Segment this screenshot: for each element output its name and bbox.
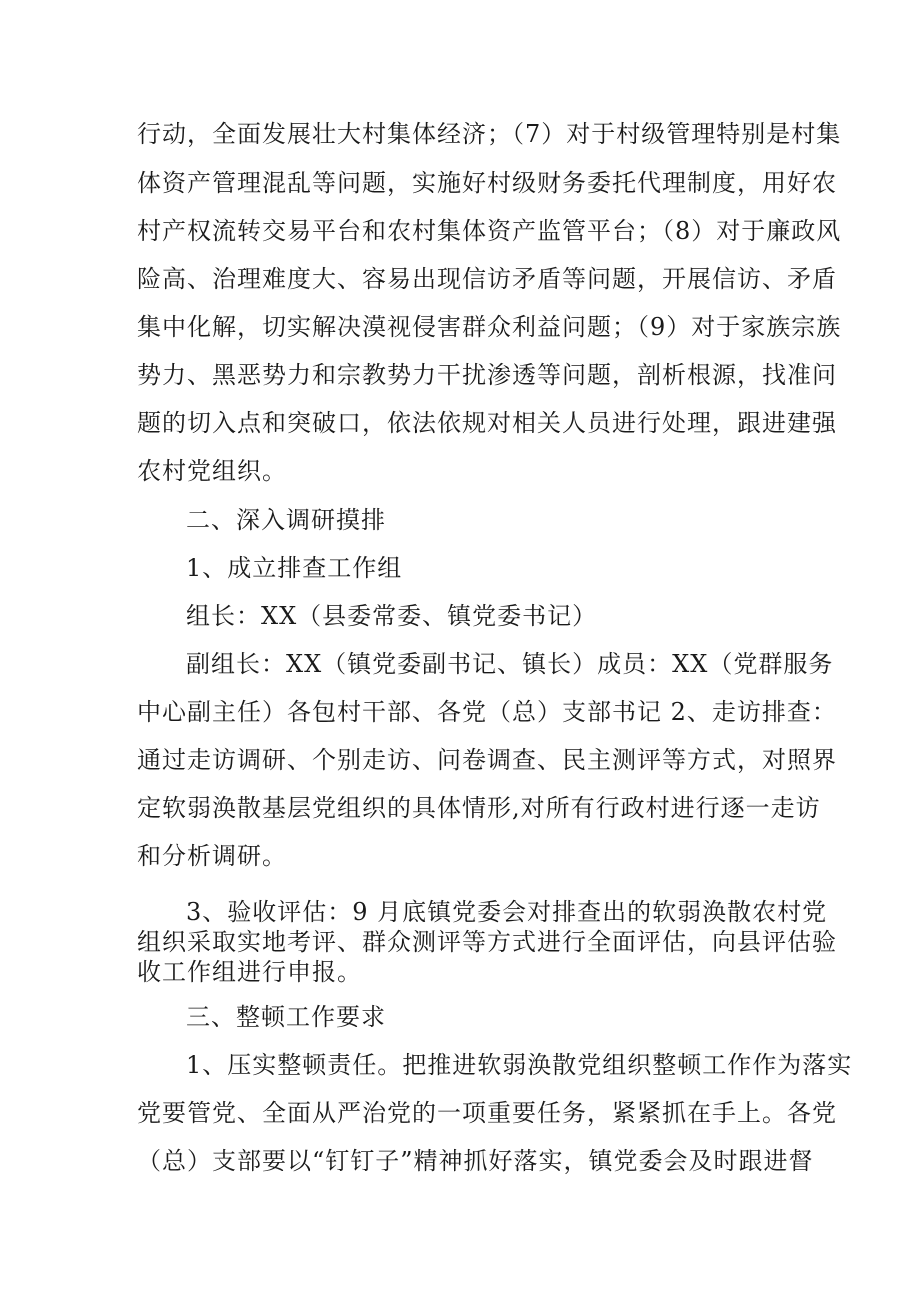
paragraph-line: 收工作组进行申报。	[137, 958, 362, 986]
paragraph-line: 题的切入点和突破口，依法依规对相关人员进行处理，跟进建强	[137, 409, 837, 437]
paragraph-line: 3、验收评估：9 月底镇党委会对排查出的软弱涣散农村党	[186, 898, 828, 926]
section-heading: 三、整顿工作要求	[186, 1003, 386, 1031]
subsection-heading: 1、成立排查工作组	[186, 554, 403, 582]
paragraph-line: 势力、黑恶势力和宗教势力干扰渗透等问题，剖析根源，找准问	[137, 361, 837, 389]
paragraph-line: 组织采取实地考评、群众测评等方式进行全面评估，向县评估验	[137, 928, 837, 956]
paragraph-line: 通过走访调研、个别走访、问卷调查、民主测评等方式，对照界	[137, 746, 837, 774]
paragraph-line: 村产权流转交易平台和农村集体资产监管平台；（8）对于廉政风	[137, 217, 842, 245]
paragraph-line: 定软弱涣散基层党组织的具体情形,对所有行政村进行逐一走访	[137, 794, 821, 822]
paragraph-line: 组长：XX（县委常委、镇党委书记）	[186, 602, 598, 630]
paragraph-line: 党要管党、全面从严治党的一项重要任务，紧紧抓在手上。各党	[137, 1099, 837, 1127]
paragraph-line: 险高、治理难度大、容易出现信访矛盾等问题，开展信访、矛盾	[137, 265, 837, 293]
paragraph-line: 行动，全面发展壮大村集体经济；（7）对于村级管理特别是村集	[137, 120, 842, 148]
section-heading: 二、深入调研摸排	[186, 506, 386, 534]
paragraph-line: 农村党组织。	[137, 457, 287, 485]
paragraph-line: 中心副主任）各包村干部、各党（总）支部书记 2、走访排查：	[137, 698, 837, 726]
paragraph-line: （总）支部要以“钉钉子”精神抓好落实，镇党委会及时跟进督	[137, 1147, 814, 1175]
paragraph-line: 集中化解，切实解决漠视侵害群众利益问题；（9）对于家族宗族	[137, 313, 842, 341]
paragraph-line: 体资产管理混乱等问题，实施好村级财务委托代理制度，用好农	[137, 169, 837, 197]
paragraph-line: 副组长：XX（镇党委副书记、镇长）成员：XX（党群服务	[186, 650, 834, 678]
paragraph-line: 和分析调研。	[137, 842, 287, 870]
paragraph-line: 1、压实整顿责任。把推进软弱涣散党组织整顿工作作为落实	[186, 1051, 853, 1079]
